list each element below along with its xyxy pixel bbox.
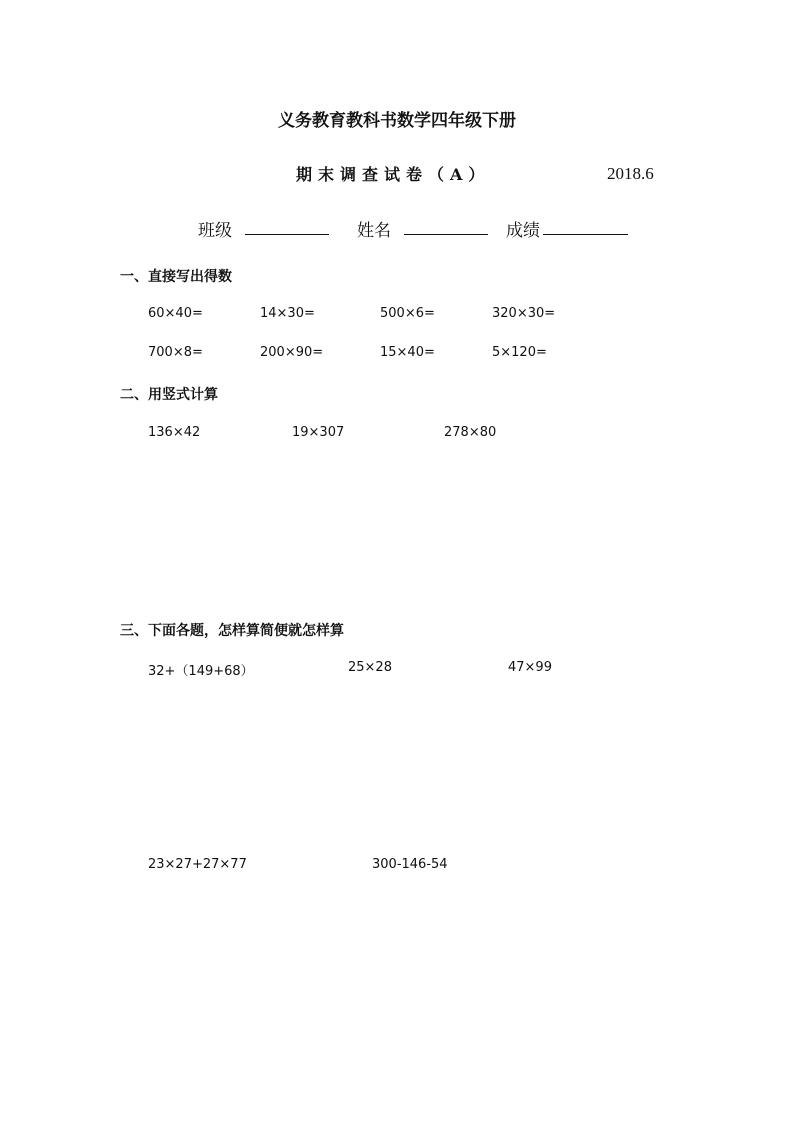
problem-item: 15×40=: [380, 345, 435, 360]
name-label: 姓名: [357, 221, 391, 241]
problem-item: 700×8=: [148, 345, 203, 360]
problem-item: 60×40=: [148, 306, 203, 321]
problem-item: 500×6=: [380, 306, 435, 321]
problem-item: 32+（149+68）: [148, 664, 254, 679]
problem-item: 136×42: [148, 425, 201, 440]
problem-item: 25×28: [348, 660, 392, 675]
section-3-heading: 三、下面各题，怎样算简便就怎样算: [120, 623, 344, 639]
problem-item: 23×27+27×77: [148, 857, 247, 872]
class-blank[interactable]: [245, 234, 329, 235]
paper-date: 2018.6: [607, 164, 654, 183]
problem-item: 200×90=: [260, 345, 324, 360]
section-1-heading: 一、直接写出得数: [120, 269, 232, 285]
paper-title: 义务教育教科书数学四年级下册: [278, 111, 516, 131]
problem-item: 47×99: [508, 660, 552, 675]
problem-item: 278×80: [444, 425, 497, 440]
problem-item: 320×30=: [492, 306, 556, 321]
name-blank[interactable]: [404, 234, 488, 235]
problem-item: 14×30=: [260, 306, 315, 321]
problem-item: 5×120=: [492, 345, 547, 360]
paper-subtitle: 期末调查试卷（A）: [296, 165, 491, 184]
score-blank[interactable]: [543, 234, 628, 235]
class-label: 班级: [198, 221, 232, 241]
score-label: 成绩: [506, 221, 540, 241]
problem-item: 19×307: [292, 425, 345, 440]
section-2-heading: 二、用竖式计算: [120, 387, 218, 403]
problem-item: 300-146-54: [372, 857, 448, 872]
